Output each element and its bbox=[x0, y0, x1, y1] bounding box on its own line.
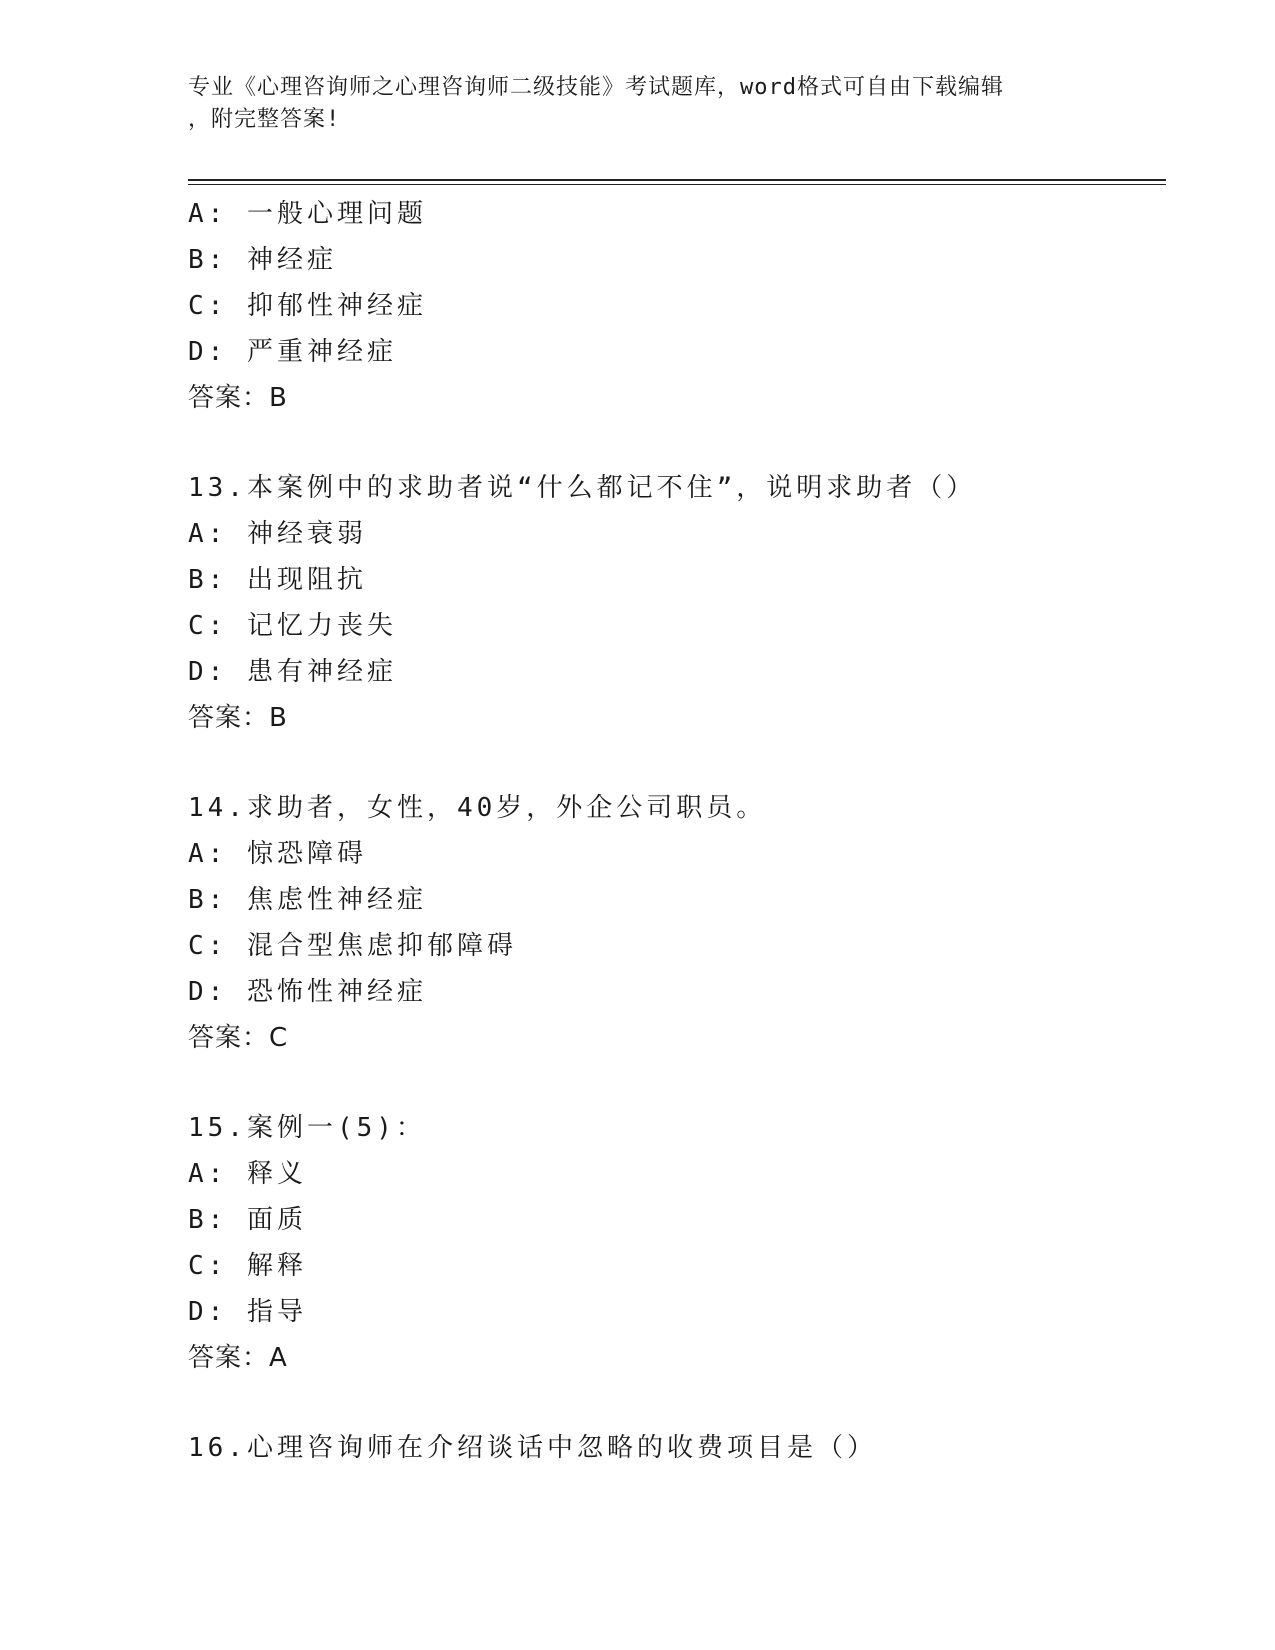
option-d: D: 恐怖性神经症 bbox=[188, 977, 427, 1007]
question-text: 14.求助者，女性，40岁，外企公司职员。 bbox=[188, 793, 767, 823]
document-header bbox=[188, 72, 1088, 136]
question-block-12 bbox=[188, 191, 1168, 421]
option-d: D: 指导 bbox=[188, 1297, 307, 1327]
option-c: C: 记忆力丧失 bbox=[188, 611, 397, 641]
answer-line: 答案：B bbox=[188, 703, 288, 733]
question-block-16 bbox=[188, 1425, 1168, 1471]
question-block-15 bbox=[188, 1105, 1168, 1381]
header-line-1: 专业《心理咨询师之心理咨询师二级技能》考试题库，word格式可自由下载编辑 bbox=[188, 75, 1004, 100]
option-c: C: 解释 bbox=[188, 1251, 307, 1281]
option-c: C: 抑郁性神经症 bbox=[188, 291, 427, 321]
option-a: A: 释义 bbox=[188, 1159, 307, 1189]
answer-line: 答案：B bbox=[188, 383, 288, 413]
header-divider-thick bbox=[188, 179, 1166, 181]
question-text: 16.心理咨询师在介绍谈话中忽略的收费项目是（） bbox=[188, 1433, 877, 1463]
answer-line: 答案：C bbox=[188, 1023, 289, 1053]
option-d: D: 严重神经症 bbox=[188, 337, 397, 367]
option-c: C: 混合型焦虑抑郁障碍 bbox=[188, 931, 517, 961]
option-a: A: 一般心理问题 bbox=[188, 199, 427, 229]
option-b: B: 焦虑性神经症 bbox=[188, 885, 427, 915]
question-text: 15.案例一(5)： bbox=[188, 1113, 426, 1143]
option-d: D: 患有神经症 bbox=[188, 657, 397, 687]
option-a: A: 惊恐障碍 bbox=[188, 839, 367, 869]
option-a: A: 神经衰弱 bbox=[188, 519, 367, 549]
answer-line: 答案：A bbox=[188, 1343, 288, 1373]
option-b: B: 面质 bbox=[188, 1205, 307, 1235]
question-list bbox=[188, 191, 1168, 1471]
option-b: B: 出现阻抗 bbox=[188, 565, 367, 595]
question-block-13 bbox=[188, 465, 1168, 741]
question-text: 13.本案例中的求助者说“什么都记不住”，说明求助者（） bbox=[188, 473, 977, 503]
header-line-2: ，附完整答案! bbox=[188, 107, 341, 132]
header-divider-thin bbox=[188, 184, 1166, 185]
question-block-14 bbox=[188, 785, 1168, 1061]
option-b: B: 神经症 bbox=[188, 245, 337, 275]
